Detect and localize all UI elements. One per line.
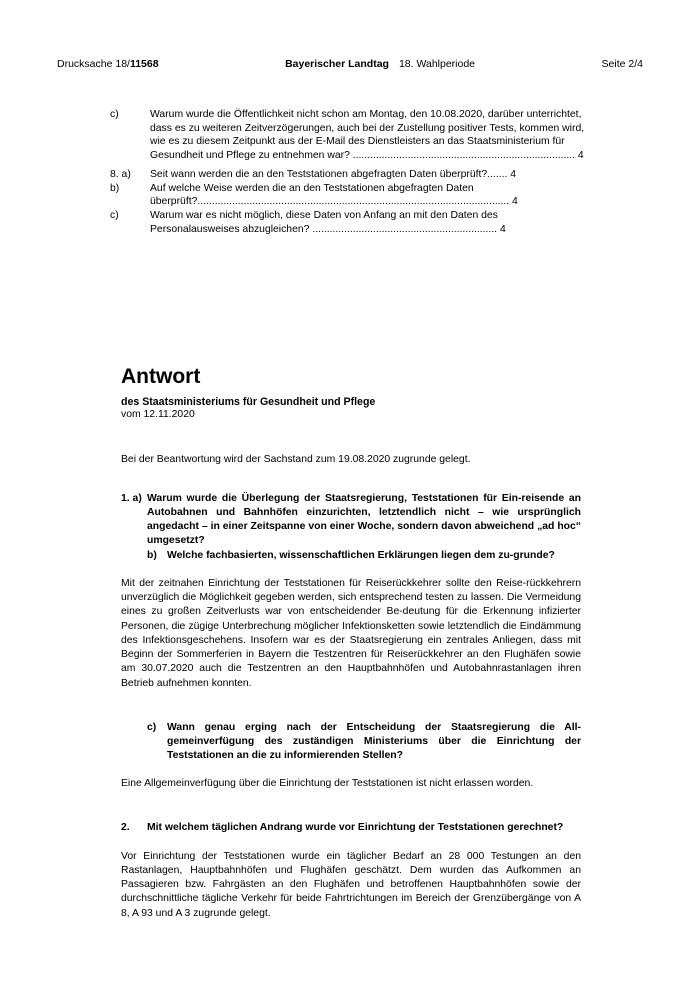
answer-paragraph-2: Vor Einrichtung der Teststationen wurde ein täglicher Bedarf an 28 000 Testungen an den Rastanlagen, Hauptbahnhöfen und Flughäfen geschätzt. Dem wurden das Aufkommen an Passagieren bzw. Fahrgästen an den Flughäfen und betroffenen Hauptbahnhöfen sowie der durchschnittliche tägliche Verkehr für beide Fahrtrichtungen im Bereich der Grenzübergänge von A 8, A 93 und A 3 zugrunde gelegt.	[121, 850, 581, 919]
toc-entry-label: c)	[110, 210, 119, 222]
answer-date: vom 12.11.2020	[121, 409, 195, 420]
header-drucksache	[57, 58, 159, 70]
question-group-2	[121, 821, 581, 835]
question-number	[121, 549, 147, 563]
header-drucksache-prefix: Drucksache 18/	[57, 58, 130, 70]
header-drucksache-number: 11568	[129, 58, 159, 70]
toc-entry-text: Warum wurde die Öffentlichkeit nicht schon am Montag, den 10.08.2020, darüber unterrichtet, dass es zu weiteren Zeitverzögerungen, auch bei der Zustellung positiver Tests, kommen wird, wie es zu diesem Zeitpunkt aus der E-Mail des Dienstleisters an das Staatsministerium für Gesundheit und Pflege zu entnehmen war? ............................................................................. 4	[150, 109, 585, 162]
table-of-contents	[110, 108, 590, 237]
question-row	[121, 492, 581, 549]
header-organization: Bayerischer Landtag	[285, 58, 389, 70]
question-text: Mit welchem täglichen Andrang wurde vor Einrichtung der Teststationen gerechnet?	[147, 822, 564, 834]
question-number: 1. a)	[121, 493, 142, 505]
question-row	[121, 821, 581, 835]
document-body	[121, 365, 581, 921]
question-number	[121, 721, 147, 763]
toc-entry	[110, 182, 590, 209]
question-letter: c)	[147, 721, 157, 733]
answer-subtitle: des Staatsministeriums für Gesundheit und Pflege	[121, 396, 376, 408]
toc-entry	[110, 168, 590, 182]
question-text: Warum wurde die Überlegung der Staatsregierung, Teststationen für Ein-reisende an Autobahnen und Bahnhöfen einzurichten, letztendlich nicht – wie ursprünglich angedacht – in einer Zeitspanne von einer Woche, sondern davon abweichend „ad hoc“ umgesetzt?	[147, 493, 581, 547]
header-period: 18. Wahlperiode	[398, 58, 476, 70]
question-row	[121, 549, 581, 563]
answer-paragraph-1: Mit der zeitnahen Einrichtung der Teststationen für Reiserückkehrer sollte den Reise-rückkehrern unverzüglich die Möglichkeit gegeben werden, sich entsprechend testen zu lassen. Die Vermeidung eines zu großen Zeitverlusts war von entscheidender Be-deutung für die Erkennung infizierter Personen, die zügige Unterbrechung möglicher Infektionsketten sowie letztendlich die Eindämmung des Infektionsgeschehens. Insofern war es der Staatsregierung ein zentrales Anliegen, dass mit Beginn der Sommerferien in Bayern die Testzentren für Reiserückkehrer an den Flughäfen sowie am 30.07.2020 auch die Testzentren an den Hauptbahnhöfen und Autobahnrastanlagen ihren Betrieb aufnehmen konnten.	[121, 577, 581, 689]
header-page-number: Seite 2/4	[601, 58, 643, 70]
answer-intro-paragraph: Bei der Beantwortung wird der Sachstand zum 19.08.2020 zugrunde gelegt.	[121, 454, 471, 465]
toc-entry-text: Seit wann werden die an den Teststationen abgefragten Daten überprüft?....... 4	[150, 168, 517, 180]
question-text: Welche fachbasierten, wissenschaftlichen Erklärungen liegen dem zu-grunde?	[167, 549, 555, 561]
page-header	[57, 58, 643, 70]
toc-entry	[110, 108, 590, 163]
answer-paragraph-1c: Eine Allgemeinverfügung über die Einrichtung der Teststationen ist nicht erlassen worden.	[121, 778, 534, 790]
toc-entry-label: c)	[110, 109, 119, 120]
toc-entry-label: 8. a)	[110, 168, 131, 180]
question-group-1c	[121, 721, 581, 763]
question-row	[121, 721, 581, 763]
header-center	[159, 58, 602, 70]
question-number: 2.	[121, 822, 130, 834]
answer-heading: Antwort	[121, 365, 201, 388]
question-group-1	[121, 492, 581, 563]
toc-entry	[110, 209, 590, 236]
toc-entry-text: Warum war es nicht möglich, diese Daten von Anfang an mit den Daten des Personalausweises abzugleichen? ................................................................ 4	[150, 210, 506, 235]
question-letter: b)	[147, 549, 157, 561]
toc-entry-label: b)	[110, 182, 120, 194]
toc-entry-text: Auf welche Weise werden die an den Teststationen abgefragten Daten überprüft?............................................................................................................ 4	[150, 182, 518, 208]
question-text: Wann genau erging nach der Entscheidung der Staatsregierung die All-gemeinverfügung des zuständigen Ministeriums über die Einrichtung der Teststationen an die zu informierenden Stellen?	[167, 721, 581, 762]
